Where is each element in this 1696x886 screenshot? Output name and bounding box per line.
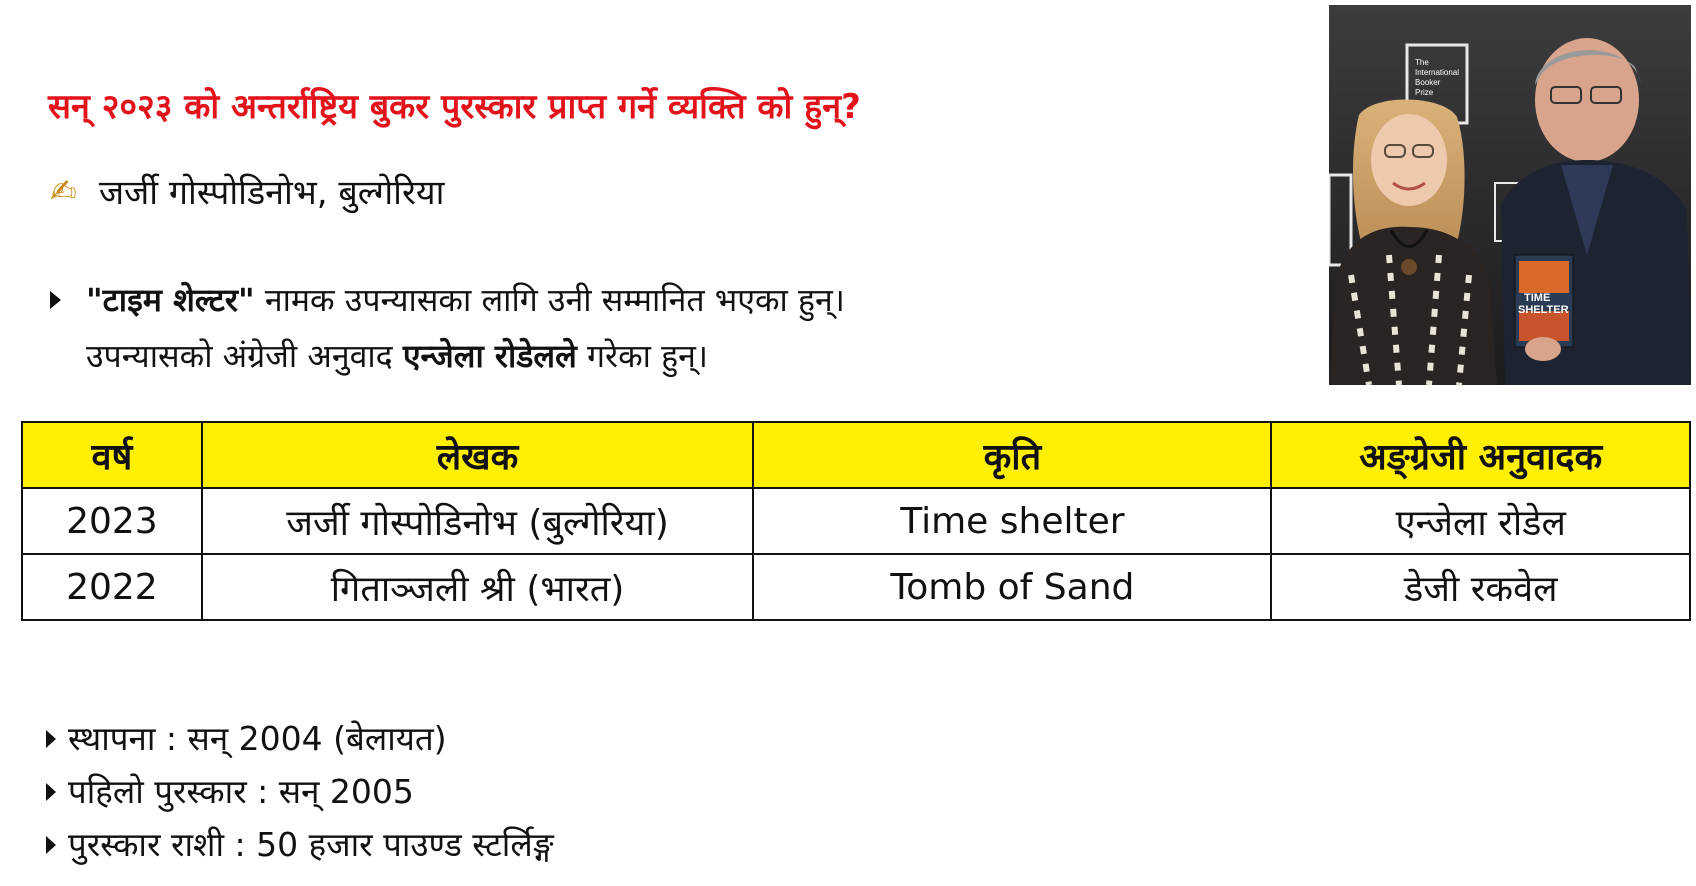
table-row (22, 488, 1690, 554)
cell-year: 2022 (22, 554, 202, 620)
bullet-triangle-icon (46, 836, 56, 854)
fact-first-award: पहिलो पुरस्कार : सन् 2005 (68, 772, 414, 811)
list-item (46, 712, 554, 765)
header-work: कृति (753, 422, 1271, 488)
note-block (50, 272, 845, 384)
backdrop-text-2: International (1415, 68, 1460, 77)
backdrop-text-1: The (1415, 58, 1429, 67)
cell-year: 2023 (22, 488, 202, 554)
book-cover-text-2: SHELTER (1518, 304, 1569, 316)
fact-prize-money: पुरस्कार राशी : 50 हजार पाउण्ड स्टर्लिङ्ग (68, 825, 554, 864)
prize-table (21, 421, 1691, 621)
winners-photo (1329, 5, 1691, 385)
book-cover-text-1: TIME (1524, 292, 1551, 304)
bullet-triangle-icon (50, 291, 61, 309)
fact-founded: स्थापना : सन् 2004 (बेलायत) (68, 719, 447, 758)
backdrop-text-4: Prize (1415, 88, 1434, 97)
cell-author: गिताञ्जली श्री (भारत) (202, 554, 754, 620)
note-line2-after: गरेका हुन्। (576, 337, 709, 375)
cell-work: Time shelter (753, 488, 1271, 554)
question-heading: सन् २०२३ को अन्तर्राष्ट्रिय बुकर पुरस्कार प्राप्त गर्ने व्यक्ति को हुन्? (48, 87, 861, 127)
bullet-triangle-icon (46, 730, 56, 748)
facts-list (46, 712, 554, 871)
cell-translator: डेजी रकवेल (1271, 554, 1690, 620)
header-translator: अङ्ग्रेजी अनुवादक (1271, 422, 1690, 488)
writing-hand-icon: ✍ (50, 172, 77, 210)
backdrop-text-3: Booker (1415, 78, 1441, 87)
list-item (46, 818, 554, 871)
book-title: "टाइम शेल्टर" (86, 281, 255, 319)
translator-name: एन्जेला रोडेलले (402, 337, 577, 375)
note-line1-rest: नामक उपन्यासका लागि उनी सम्मानित भएका हुन्। (254, 281, 845, 319)
note-line2-before: उपन्यासको अंग्रेजी अनुवाद (86, 337, 403, 375)
answer-text: जर्जी गोस्पोडिनोभ, बुल्गेरिया (98, 173, 445, 213)
cell-work: Tomb of Sand (753, 554, 1271, 620)
header-author: लेखक (202, 422, 754, 488)
table-row (22, 554, 1690, 620)
header-year: वर्ष (22, 422, 202, 488)
winners-photo-illustration (1329, 5, 1691, 385)
answer-line (50, 168, 444, 214)
table-header-row (22, 422, 1690, 488)
cell-author: जर्जी गोस्पोडिनोभ (बुल्गेरिया) (202, 488, 754, 554)
list-item (46, 765, 554, 818)
cell-translator: एन्जेला रोडेल (1271, 488, 1690, 554)
bullet-triangle-icon (46, 783, 56, 801)
